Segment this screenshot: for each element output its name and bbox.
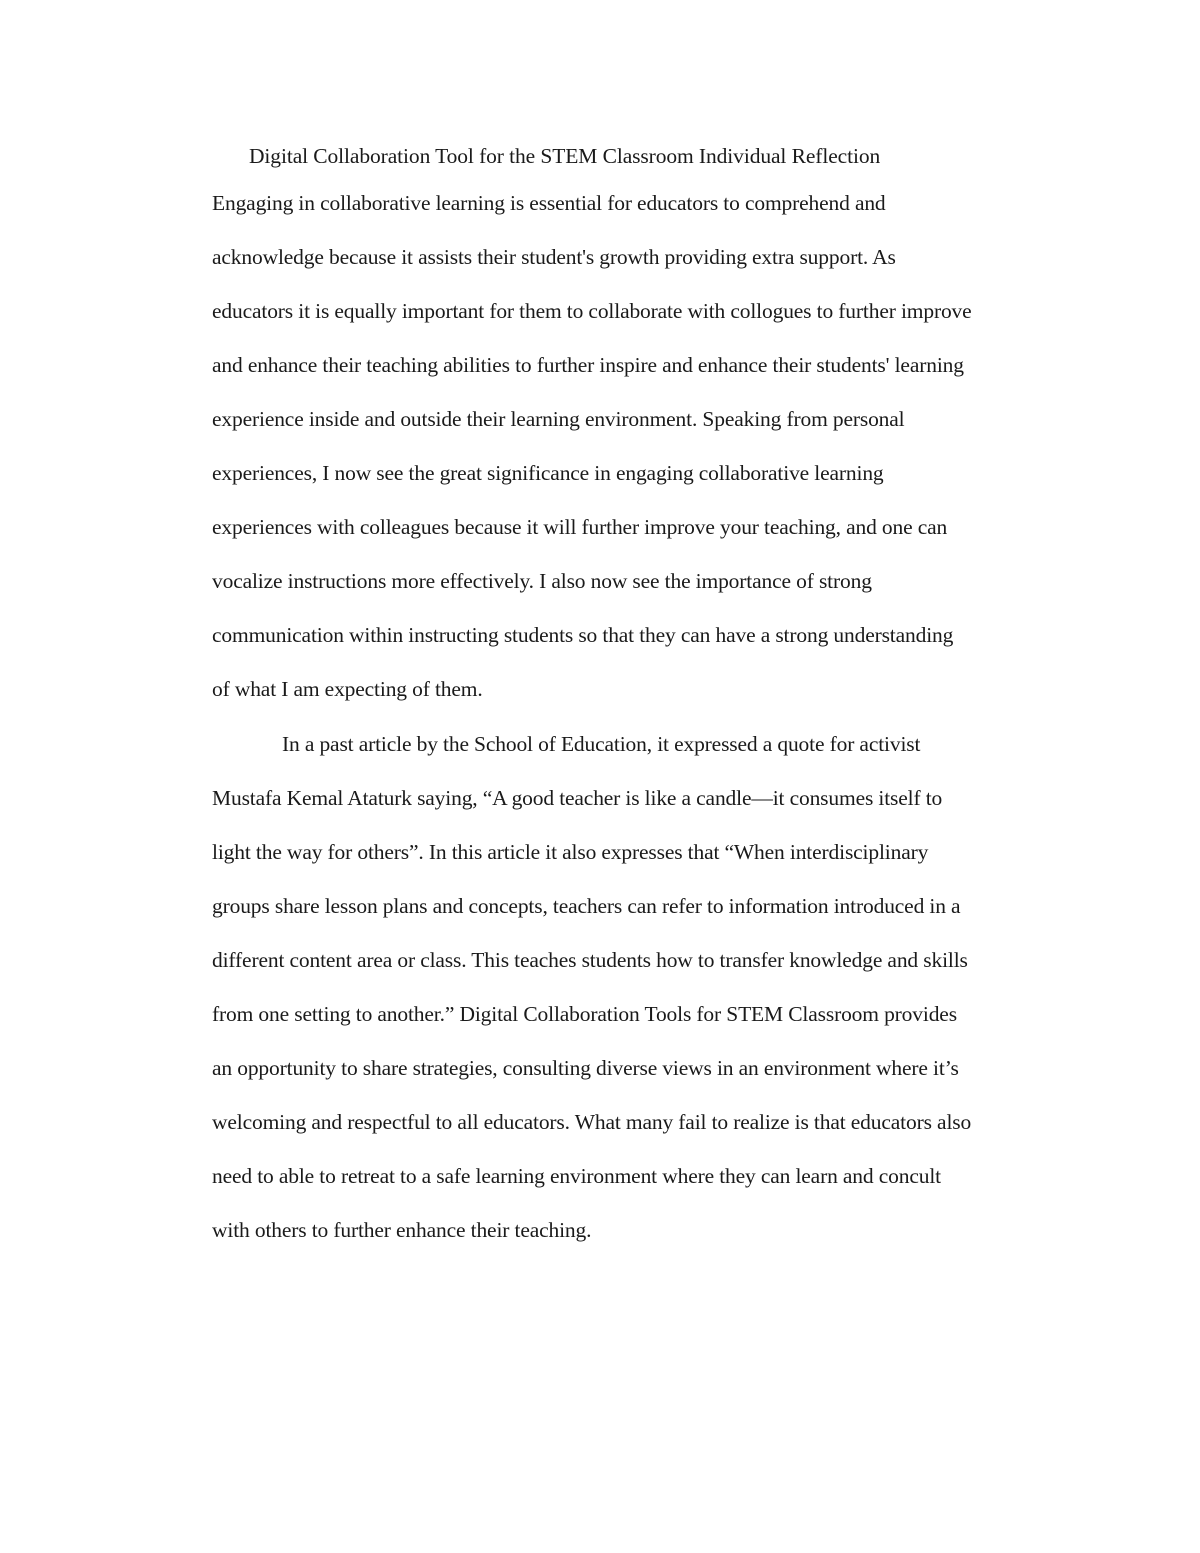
paragraph-line: communication within instructing students so that they can have a strong understanding [212, 623, 954, 647]
paragraph-line: and enhance their teaching abilities to further inspire and enhance their students' learning [212, 353, 964, 377]
document-title: Digital Collaboration Tool for the STEM Classroom Individual Reflection [249, 144, 881, 168]
paragraph-line: In a past article by the School of Education, it expressed a quote for activist [282, 732, 921, 756]
paragraph-line: Engaging in collaborative learning is essential for educators to comprehend and [212, 191, 886, 215]
paragraph-line: Mustafa Kemal Ataturk saying, “A good teacher is like a candle—it consumes itself to [212, 786, 943, 810]
paragraph-line: different content area or class. This teaches students how to transfer knowledge and skills [212, 948, 968, 972]
paragraph-line: welcoming and respectful to all educators. What many fail to realize is that educators also [212, 1110, 972, 1134]
paragraph-line: with others to further enhance their teaching. [212, 1218, 592, 1242]
paragraph-line: acknowledge because it assists their student's growth providing extra support. As [212, 245, 896, 269]
paragraph-line: need to able to retreat to a safe learning environment where they can learn and concult [212, 1164, 941, 1188]
paragraph-line: from one setting to another.” Digital Collaboration Tools for STEM Classroom provides [212, 1002, 957, 1026]
paragraph-line: light the way for others”. In this article it also expresses that “When interdisciplinary [212, 840, 929, 864]
paragraph-line: experiences, I now see the great significance in engaging collaborative learning [212, 461, 884, 485]
paragraph-line: of what I am expecting of them. [212, 677, 483, 701]
paragraph-line: educators it is equally important for them to collaborate with collogues to further improve [212, 299, 972, 323]
paragraph-line: experience inside and outside their learning environment. Speaking from personal [212, 407, 905, 431]
paragraph-line: vocalize instructions more effectively. I also now see the importance of strong [212, 569, 872, 593]
paragraph-line: experiences with colleagues because it will further improve your teaching, and one can [212, 515, 948, 539]
paragraph-line: an opportunity to share strategies, consulting diverse views in an environment where it’s [212, 1056, 959, 1080]
paragraph-line: groups share lesson plans and concepts, teachers can refer to information introduced in a [212, 894, 961, 918]
